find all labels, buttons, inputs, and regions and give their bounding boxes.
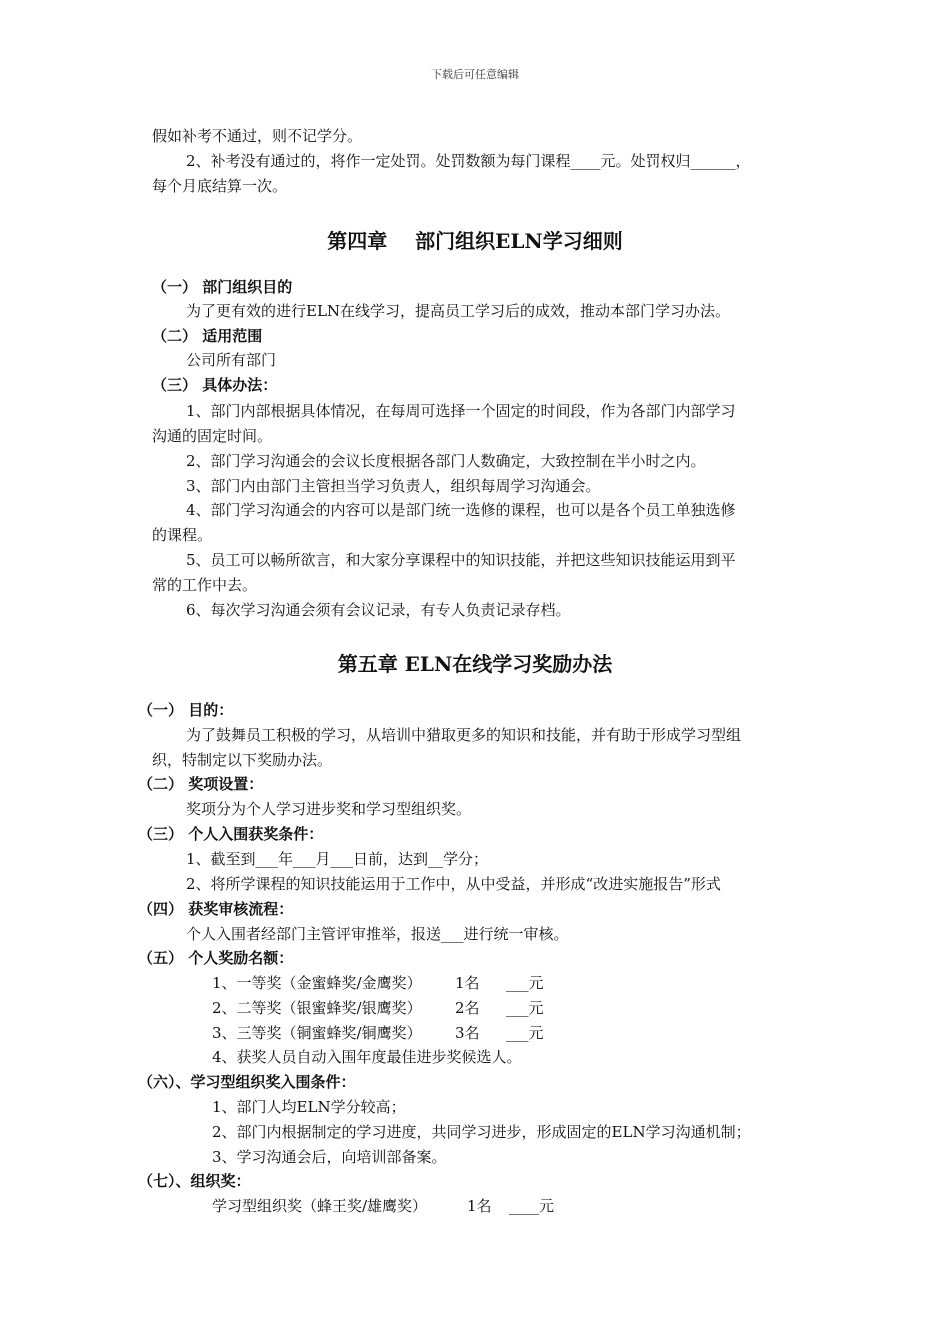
chapter-4-title: 第四章 部门组织ELN学习细则 [327,229,623,253]
top-line-1: 假如补考不通过，则不记学分。 [152,127,363,145]
ch5-section-6-item: 2、部门内根据制定的学习进度，共同学习进步，形成固定的ELN学习沟通机制； [212,1123,751,1141]
ch4-item: 常的工作中去。 [152,576,258,594]
chapter-5-title: 第五章 ELN在线学习奖励办法 [337,652,613,676]
ch4-item: 5、员工可以畅所欲言，和大家分享课程中的知识技能，并把这些知识技能运用到平 [186,551,736,569]
ch5-section-7-title: （七）、组织奖： [138,1172,251,1190]
ch4-section-2-text: 公司所有部门 [186,351,277,369]
page-header: 下载后可任意编辑 [431,68,519,81]
ch4-item: 的课程。 [152,526,213,544]
award-name: 2、二等奖（银蜜蜂奖/银鹰奖） [212,999,422,1017]
ch4-item: 3、部门内由部门主管担当学习负责人，组织每周学习沟通会。 [186,477,601,495]
ch4-section-1-text: 为了更有效的进行ELN在线学习，提高员工学习后的成效，推动本部门学习办法。 [186,302,731,320]
award-count: 3名 [455,1024,480,1042]
ch4-item: 2、部门学习沟通会的会议长度根据各部门人数确定，大致控制在半小时之内。 [186,452,706,470]
award-name: 3、三等奖（铜蜜蜂奖/铜鹰奖） [212,1024,422,1042]
ch5-section-6-title: （六）、学习型组织奖入围条件： [138,1073,356,1091]
ch4-item: 1、部门内部根据具体情况，在每周可选择一个固定的时间段，作为各部门内部学习 [186,402,736,420]
ch5-section-6-item: 3、学习沟通会后，向培训部备案。 [212,1148,447,1166]
award-count: 2名 [455,999,480,1017]
ch5-section-3-line-2: 2、将所学课程的知识技能运用于工作中，从中受益，并形成“改进实施报告”形式 [186,875,721,893]
ch5-section-5-title: （五） 个人奖励名额： [138,949,294,967]
ch5-section-1-line-2: 织，特制定以下奖励办法。 [152,751,333,769]
org-award-name: 学习型组织奖（蜂王奖/雄鹰奖） [212,1197,428,1215]
ch5-section-2-title: （二） 奖项设置： [138,775,264,793]
ch5-section-4-title: （四） 获奖审核流程： [138,900,294,918]
award-name: 1、一等奖（金蜜蜂奖/金鹰奖） [212,974,422,992]
ch4-item: 4、部门学习沟通会的内容可以是部门统一选修的课程，也可以是各个员工单独选修 [186,501,736,519]
ch5-section-4-text: 个人入围者经部门主管评审推举，报送___进行统一审核。 [186,925,569,943]
ch5-section-3-title: （三） 个人入围获奖条件： [138,825,324,843]
org-award-amount: ____元 [509,1197,555,1215]
ch4-item: 6、每次学习沟通会须有会议记录，有专人负责记录存档。 [186,601,571,619]
ch4-section-2-title: （二） 适用范围 [152,327,263,345]
ch5-section-2-text: 奖项分为个人学习进步奖和学习型组织奖。 [186,800,472,818]
top-line-3: 每个月底结算一次。 [152,177,288,195]
award-amount: ___元 [506,999,544,1017]
ch4-section-1-title: （一） 部门组织目的 [152,278,293,296]
ch5-section-5-line-4: 4、获奖人员自动入围年度最佳进步奖候选人。 [212,1048,522,1066]
award-amount: ___元 [506,974,544,992]
ch5-section-3-line-1: 1、截至到___年___月___日前，达到__学分； [186,850,489,868]
ch4-item: 沟通的固定时间。 [152,427,273,445]
ch4-section-3-title: （三） 具体办法： [152,376,278,394]
ch5-section-6-item: 1、部门人均ELN学分较高； [212,1098,406,1116]
org-award-count: 1名 [467,1197,492,1215]
award-amount: ___元 [506,1024,544,1042]
ch5-section-1-title: （一） 目的： [138,701,234,719]
award-count: 1名 [455,974,480,992]
top-line-2: 2、补考没有通过的，将作一定处罚。处罚数额为每门课程____元。处罚权归______， [186,152,751,170]
ch5-section-1-line-1: 为了鼓舞员工积极的学习，从培训中猎取更多的知识和技能，并有助于形成学习型组 [186,726,742,744]
